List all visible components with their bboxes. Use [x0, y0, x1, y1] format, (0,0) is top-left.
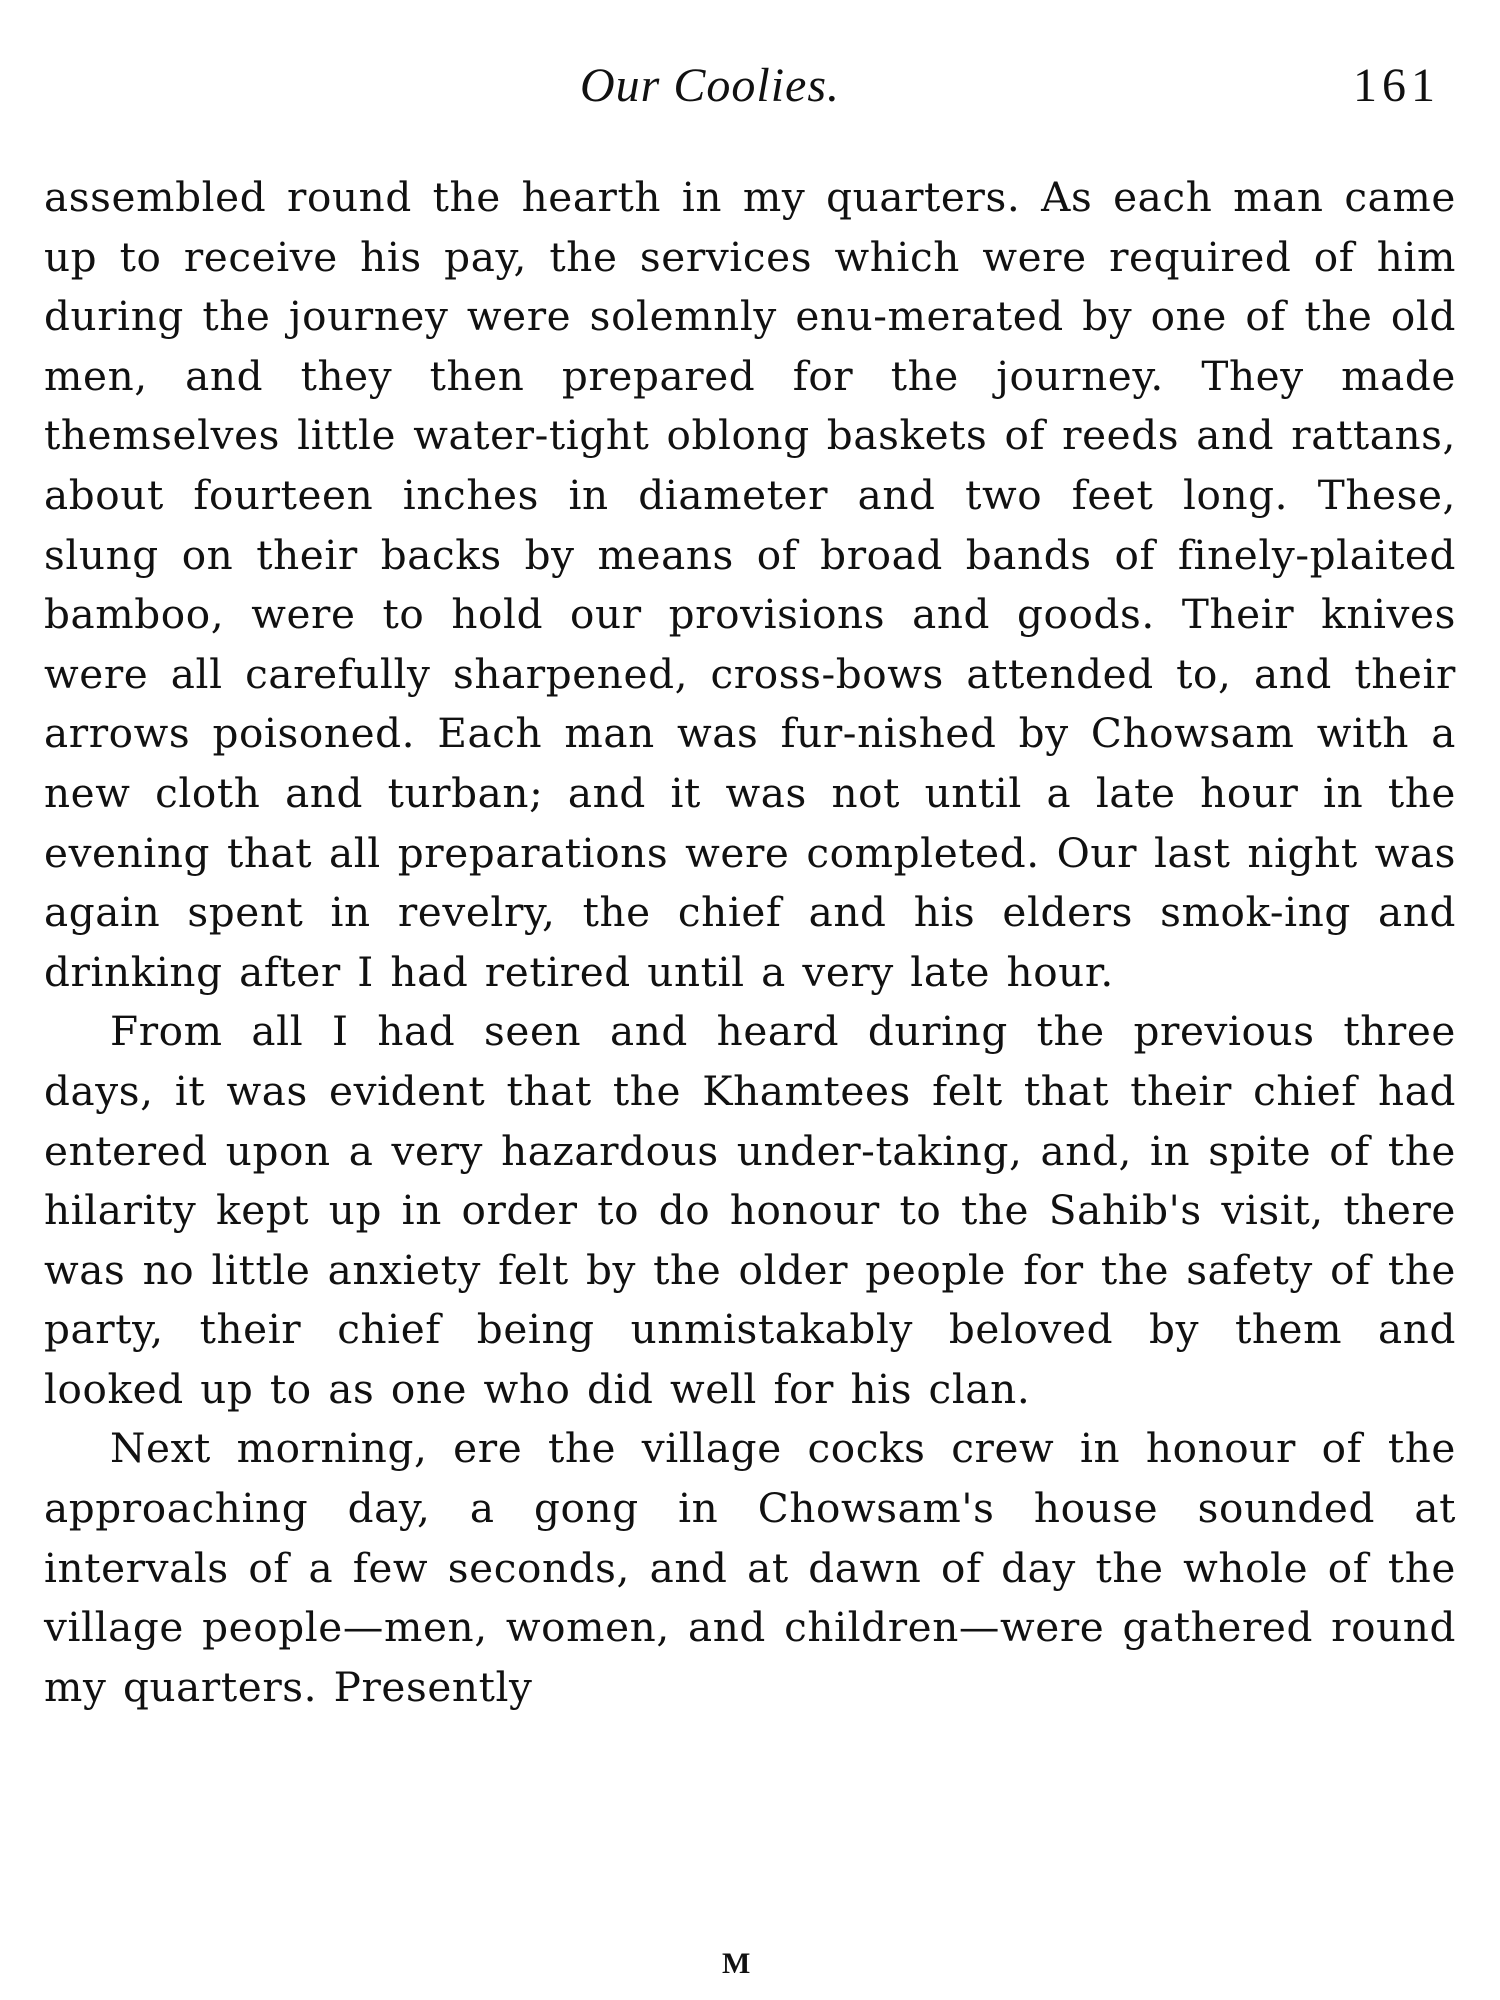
- running-head: [40, 58, 1460, 118]
- paragraph-2: From all I had seen and heard during the previous three days, it was evident that the Khamtees felt that their chief had entered upon a very hazardous under-taking, and, in spite of the hilarity kept up in order to do honour to the Sahib's visit, there was no little anxiety felt by the older people for the safety of the party, their chief being unmistakably beloved by them and looked up to as one who did well for his clan.: [44, 1007, 1456, 1413]
- body-text: [44, 168, 1456, 1717]
- paragraph-3: Next morning, ere the village cocks crew in honour of the approaching day, a gong in Chowsam's house sounded at intervals of a few seconds, and at dawn of day the whole of the village people—men, women, and children—were gathered round my quarters. Presently: [44, 1424, 1456, 1711]
- running-title: Our Coolies.: [580, 59, 841, 112]
- signature-mark: M: [722, 1947, 753, 1980]
- paragraph-1: assembled round the hearth in my quarters. As each man came up to receive his pay, the services which were required of him during the journey were solemnly enu-merated by one of the old men, and they then prepared for the journey. They made themselves little water-tight oblong baskets of reeds and rattans, about fourteen inches in diameter and two feet long. These, slung on their backs by means of broad bands of finely-plaited bamboo, were to hold our provisions and goods. Their knives were all carefully sharpened, cross-bows attended to, and their arrows poisoned. Each man was fur-nished by Chowsam with a new cloth and turban; and it was not until a late hour in the evening that all preparations were completed. Our last night was again spent in revelry, the chief and his elders smok-ing and drinking after I had retired until a very late hour.: [44, 173, 1456, 996]
- page-number: 161: [1353, 59, 1440, 112]
